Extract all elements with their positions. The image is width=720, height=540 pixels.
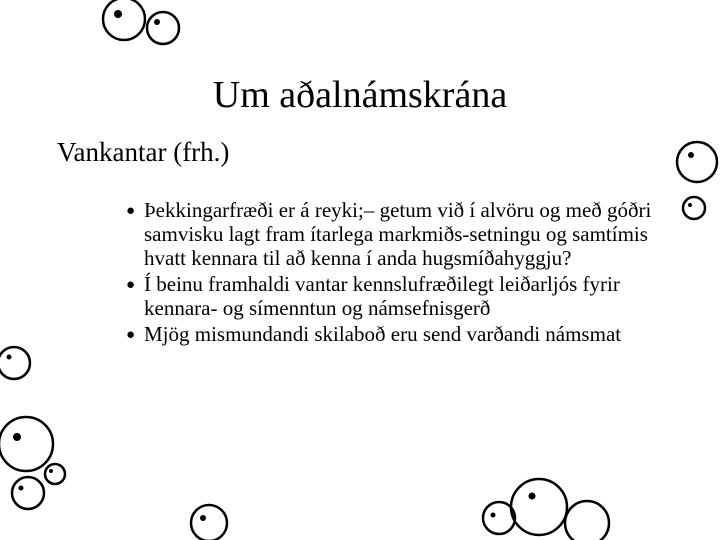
list-item (126, 322, 666, 346)
bullet-marker: ● (126, 277, 136, 293)
bubble-icon (565, 501, 609, 540)
bubble-icon (12, 477, 44, 509)
bullet-marker: ● (126, 327, 136, 343)
bullet-text: Í beinu framhaldi vantar kennslufræðilegt leiðarljós fyrir kennara- og símenntun og námsefnisgerð (144, 272, 620, 320)
list-item (126, 272, 666, 320)
bubble-icon (147, 12, 179, 44)
bullet-list (126, 198, 666, 348)
slide-title: Um aðalnámskrána (212, 74, 508, 116)
bullet-text: Mjög mismundandi skilaboð eru send varðandi námsmat (144, 322, 622, 346)
bullet-text: Þekkingarfræði er á reyki;– getum við í alvöru og með góðri samvisku lagt fram ítarlega markmiðs-setningu og samtímis hvatt kennara til að kenna í anda hugsmíðahyggju? (144, 198, 652, 270)
bubble-icon (45, 464, 65, 484)
slide-subtitle: Vankantar (frh.) (57, 137, 230, 167)
bubble-icon (0, 347, 30, 379)
bubble-icon (511, 479, 567, 535)
bubble-icon (683, 197, 705, 219)
bubble-icon (0, 417, 53, 471)
bubble-icon (677, 142, 717, 182)
bubble-icon (103, 0, 145, 40)
list-item (126, 198, 666, 270)
bullet-marker: ● (126, 203, 136, 219)
bubble-icon (191, 505, 227, 540)
